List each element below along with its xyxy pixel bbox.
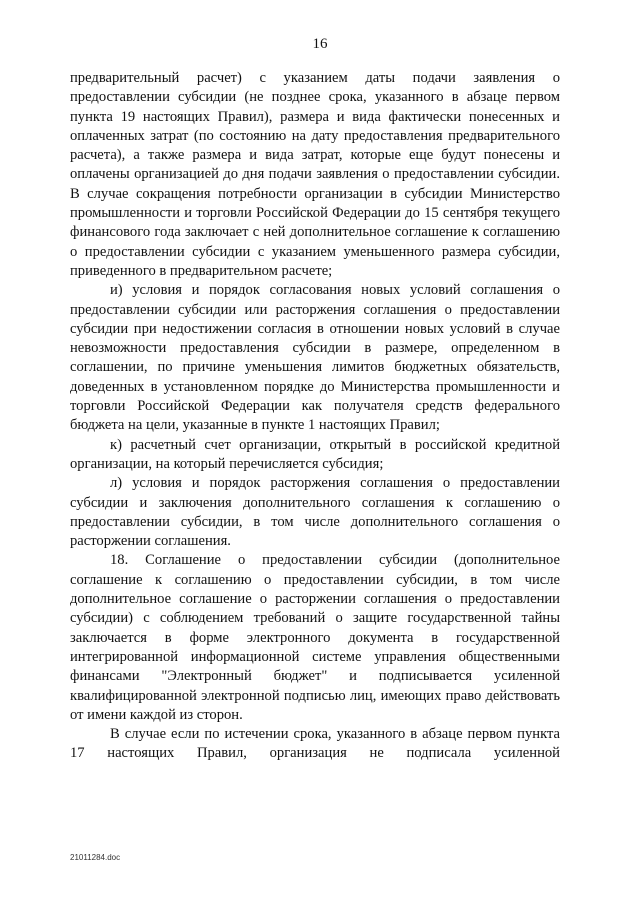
page-number: 16 [312, 36, 328, 52]
paragraph-clause-18: 18. Соглашение о предоставлении субсидии (дополнительное соглашение к соглашению о предоставлении субсидии, в том числе дополнительное соглашение о расторжении соглашения о предоставлении субсидии) с соблюдением требований о защите государственной тайны заключается в форме электронного документа в государственной интегрированной информационной системе управления общественными финансами "Электронный бюджет" и подписывается усиленной квалифицированной электронной подписью лиц, имеющих право действовать от имени каждой из сторон. [70, 552, 560, 723]
paragraph-item-k: к) расчетный счет организации, открытый в российской кредитной организации, на который перечисляется субсидия; [70, 436, 560, 472]
paragraph-clause-18-continued: В случае если по истечении срока, указанного в абзаце первом пункта 17 настоящих Правил, организация не подписала усиленной [70, 726, 560, 762]
document-body [70, 69, 560, 764]
paragraph-continuation: предварительный расчет) с указанием даты подачи заявления о предоставлении субсидии (не позднее срока, указанного в абзаце первом пункта 19 настоящих Правил), размера и вида фактически понесенных и оплаченных затрат (по состоянию на дату предоставления предварительного расчета), а также размера и вида затрат, которые еще будут понесены и оплачены организацией до дня подачи заявления о предоставлении субсидии. В случае сокращения потребности организации в субсидии Министерство промышленности и торговли Российской Федерации до 15 сентября текущего финансового года заключает с ней дополнительное соглашение к соглашению о предоставлении субсидии с указанием уменьшенного размера субсидии, приведенного в предварительном расчете; [70, 70, 560, 279]
paragraph-item-l: л) условия и порядок расторжения соглашения о предоставлении субсидии и заключения дополнительного соглашения к соглашению о предоставлении субсидии, в том числе дополнительного соглашения о расторжении соглашения. [70, 475, 560, 550]
paragraph-item-i: и) условия и порядок согласования новых условий соглашения о предоставлении субсидии или расторжения соглашения о предоставлении субсидии при недостижении согласия в отношении новых условий в случае невозможности предоставления субсидии в размере, определенном в соглашении, по причине уменьшения лимитов бюджетных обязательств, доведенных в установленном порядке до Министерства промышленности и торговли Российской Федерации как получателя средств федерального бюджета на цели, указанные в пункте 1 настоящих Правил; [70, 282, 560, 434]
file-name-footer: 21011284.doc [70, 853, 121, 862]
